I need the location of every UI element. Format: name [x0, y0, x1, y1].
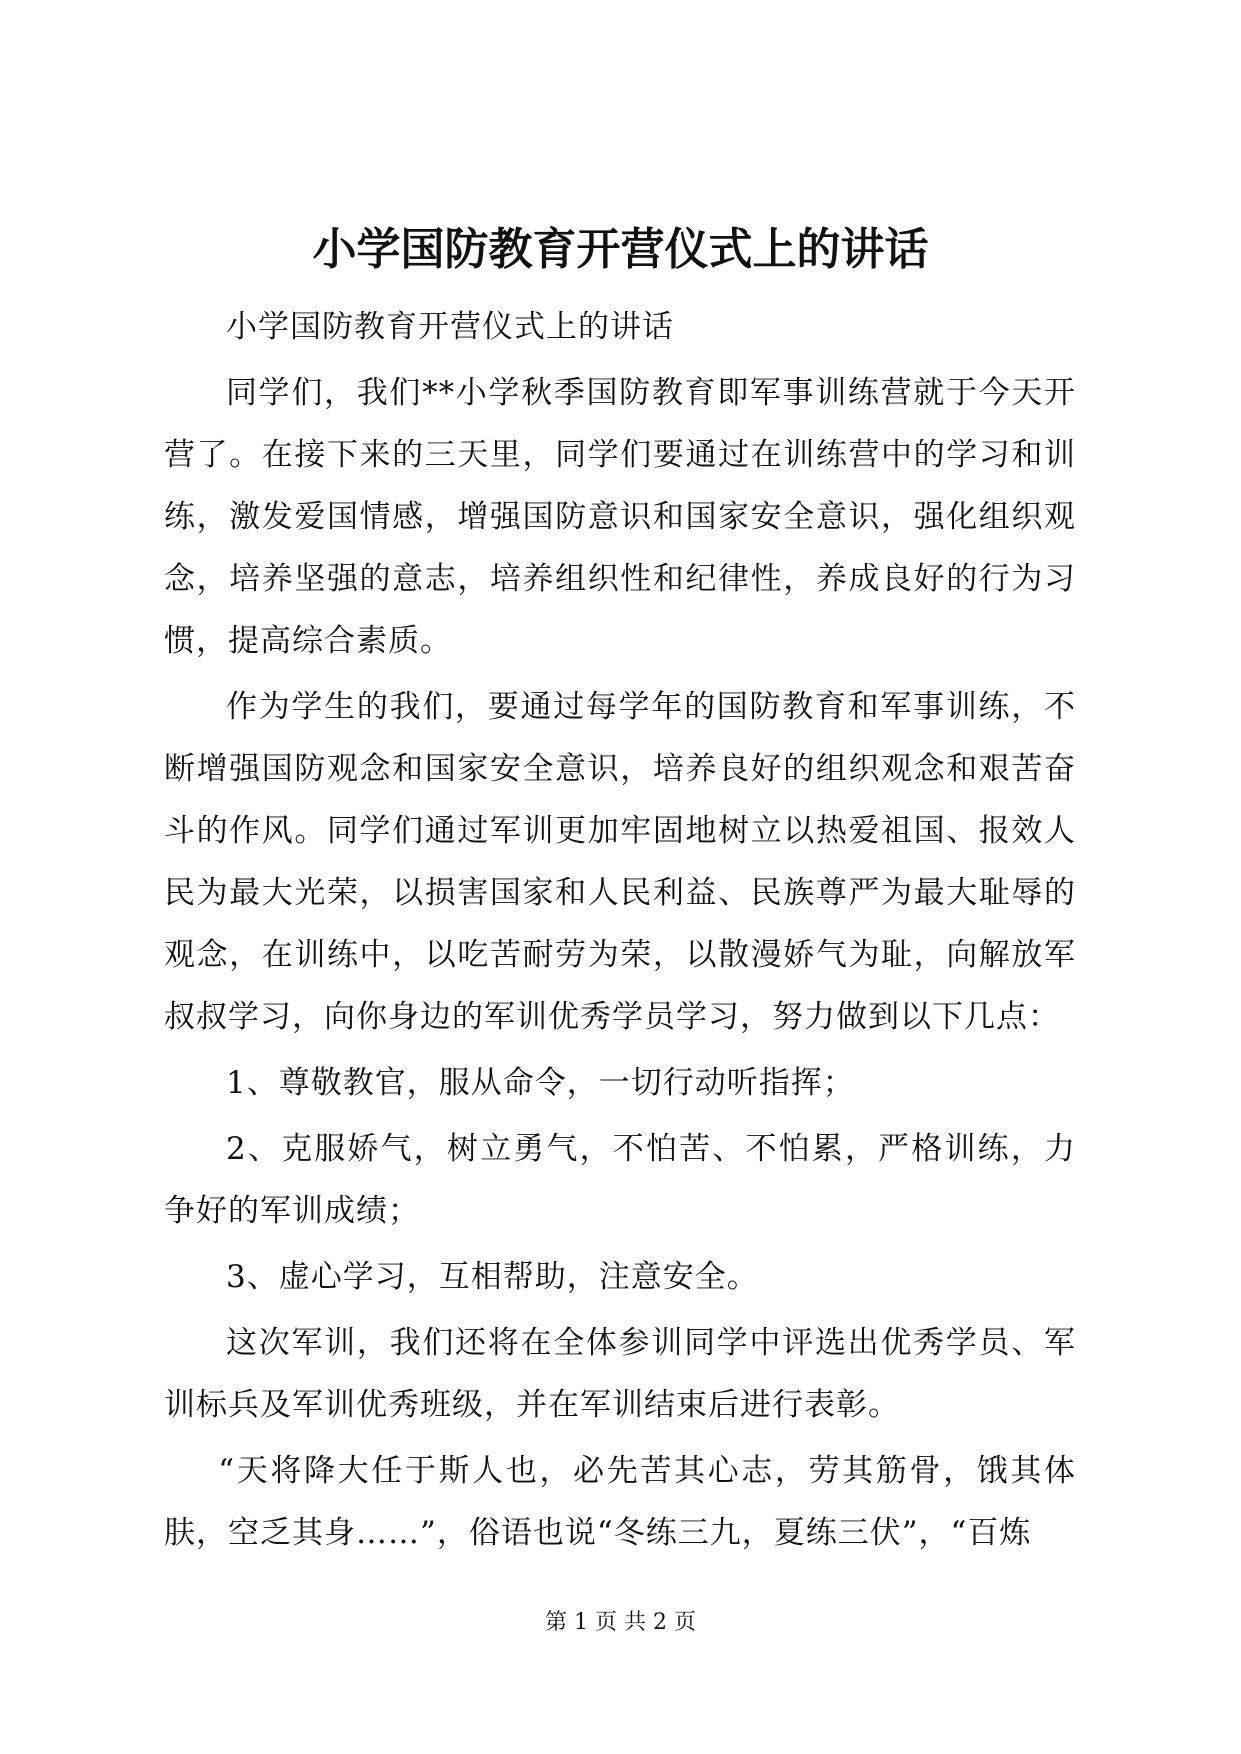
document-title: 小学国防教育开营仪式上的讲话 [312, 224, 929, 275]
page-indicator: 第 1 页 共 2 页 [545, 1610, 696, 1635]
subtitle-paragraph: 小学国防教育开营仪式上的讲话 [226, 309, 674, 345]
purpose-paragraph: 作为学生的我们，要通过每学年的国防教育和军事训练，不断增强国防观念和国家安全意识，培养良好的组织观念和艰苦奋斗的作风。同学们通过军训更加牢固地树立以热爱祖国、报效人民为最大光荣，以损害国家和人民利益、民族尊严为最大耻辱的观念，在训练中，以吃苦耐劳为荣，以散漫娇气为耻，向解放军叔叔学习，向你身边的军训优秀学员学习，努力做到以下几点： [164, 689, 1076, 1035]
opening-paragraph: 同学们，我们**小学秋季国防教育即军事训练营就于今天开营了。在接下来的三天里，同学们要通过在训练营中的学习和训练，激发爱国情感，增强国防意识和国家安全意识，强化组织观念，培养坚强的意志，培养组织性和纪律性，养成良好的行为习惯，提高综合素质。 [164, 375, 1076, 659]
list-item-3: 3、虚心学习，互相帮助，注意安全。 [226, 1259, 759, 1295]
quote-paragraph: “天将降大任于斯人也，必先苦其心志，劳其筋骨，饿其体肤，空乏其身……”，俗语也说“冬练三九，夏练三伏”，“百炼 [164, 1453, 1076, 1551]
awards-paragraph: 这次军训，我们还将在全体参训同学中评选出优秀学员、军训标兵及军训优秀班级，并在军训结束后进行表彰。 [164, 1325, 1076, 1423]
list-item-2: 2、克服娇气，树立勇气，不怕苦、不怕累，严格训练，力争好的军训成绩； [164, 1131, 1076, 1229]
document-body [164, 296, 1076, 1568]
list-item-1: 1、尊敬教官，服从命令，一切行动听指挥； [226, 1065, 855, 1101]
